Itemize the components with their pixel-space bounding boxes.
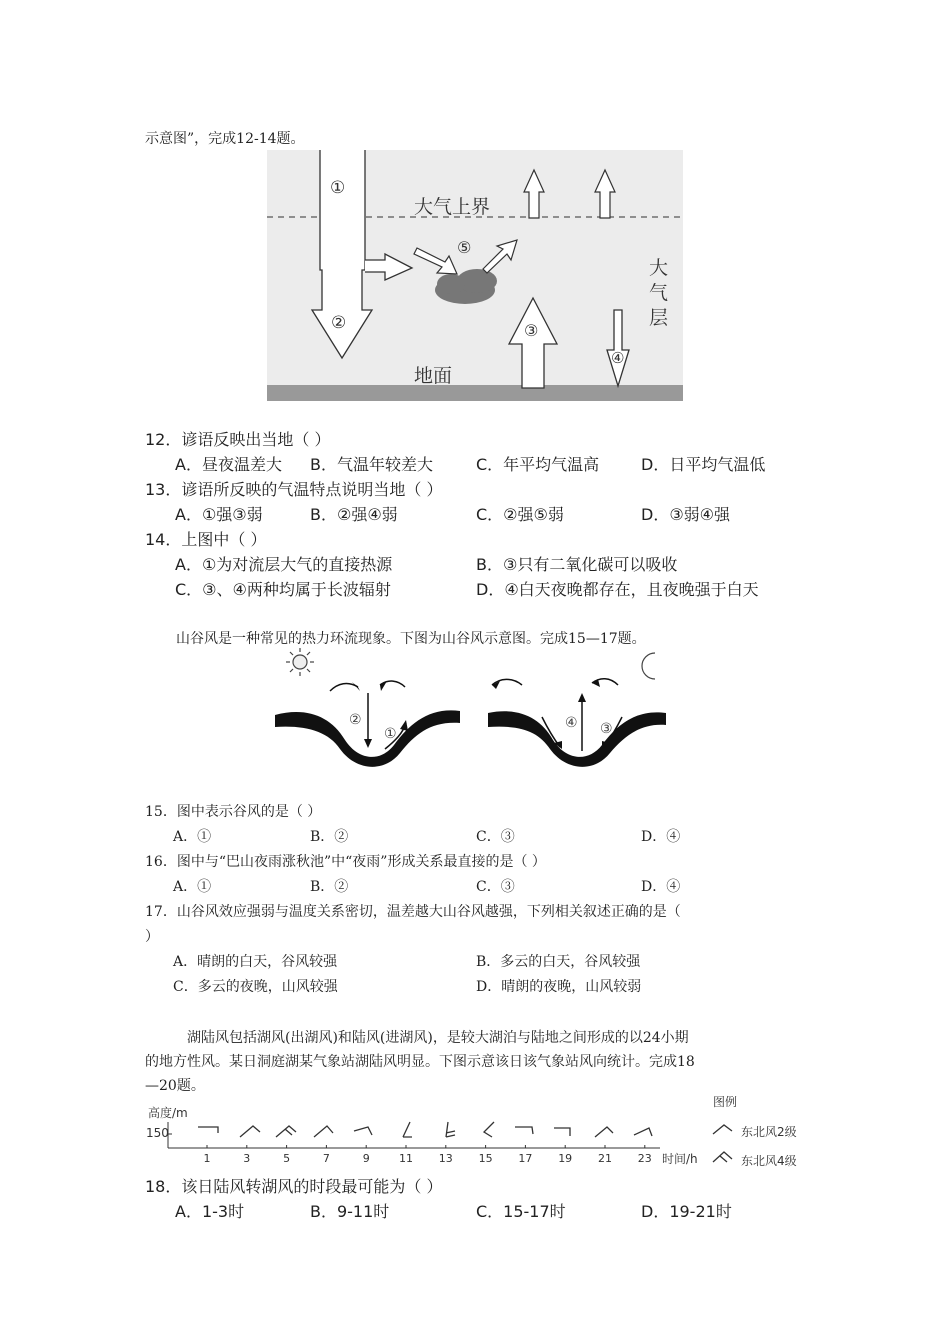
q12-option-c[interactable]: C．年平均气温高 (476, 455, 600, 474)
marker-3-night: ③ (600, 721, 613, 737)
valley-wind-diagram (270, 645, 670, 775)
marker-1-day: ① (384, 726, 397, 742)
tick-label: 1 (203, 1152, 211, 1165)
wind-barb-chart (140, 1090, 820, 1170)
legend-ne4: 东北风4级 (741, 1154, 797, 1168)
atmosphere-label-2: 气 (649, 282, 669, 304)
intro-lake-wind-1: 湖陆风包括湖风(出湖风)和陆风(进湖风)，是较大湖泊与陆地之间形成的以24小期 (187, 1030, 689, 1046)
q15-stem: 15．图中表示谷风的是（ ） (145, 804, 322, 820)
y-value-label: 150 (146, 1126, 169, 1140)
q13-option-b[interactable]: B．②强④弱 (310, 505, 398, 524)
q18-option-d[interactable]: D．19-21时 (641, 1202, 732, 1221)
q17-option-c[interactable]: C．多云的夜晚，山风较强 (173, 979, 338, 995)
ground-label: 地面 (414, 365, 453, 387)
q12-stem: 12．谚语反映出当地（ ） (145, 430, 331, 449)
marker-2: ② (331, 313, 347, 333)
upper-boundary-label: 大气上界 (414, 196, 491, 218)
marker-1: ① (330, 178, 346, 198)
q15-option-b[interactable]: B．② (310, 829, 349, 845)
q12-option-b[interactable]: B．气温年较差大 (310, 455, 433, 474)
q18-option-c[interactable]: C．15-17时 (476, 1202, 566, 1221)
q16-stem: 16．图中与“巴山夜雨涨秋池”中“夜雨”形成关系最直接的是（ ） (145, 854, 546, 870)
marker-4: ④ (611, 349, 625, 367)
q12-option-d[interactable]: D．日平均气温低 (641, 455, 766, 474)
tick-label: 5 (283, 1152, 291, 1165)
marker-4-night: ④ (565, 715, 578, 731)
q14-option-c[interactable]: C．③、④两种均属于长波辐射 (175, 580, 391, 599)
q17-stem-cont: ） (145, 929, 159, 945)
intro-lake-wind-3: —20题。 (145, 1078, 205, 1094)
q15-option-a[interactable]: A．① (173, 829, 212, 845)
q18-option-a[interactable]: A．1-3时 (175, 1202, 245, 1221)
intro-line: 示意图”，完成12-14题。 (145, 131, 305, 147)
x-axis-label: 时间/h (662, 1152, 698, 1166)
q15-option-c[interactable]: C．③ (476, 829, 515, 845)
q13-option-d[interactable]: D．③弱④强 (641, 505, 731, 524)
intro-valley-wind: 山谷风是一种常见的热力环流现象。下图为山谷风示意图。完成15—17题。 (176, 631, 646, 647)
q13-option-c[interactable]: C．②强⑤弱 (476, 505, 564, 524)
q18-stem: 18．该日陆风转湖风的时段最可能为（ ） (145, 1177, 443, 1196)
y-axis-label: 高度/m (148, 1106, 188, 1120)
q13-option-a[interactable]: A．①强③弱 (175, 505, 263, 524)
tick-label: 17 (518, 1152, 533, 1165)
q16-option-a[interactable]: A．① (173, 879, 212, 895)
marker-5: ⑤ (457, 238, 472, 257)
tick-label: 3 (243, 1152, 251, 1165)
tick-label: 19 (558, 1152, 573, 1165)
legend-title: 图例 (713, 1095, 738, 1109)
tick-label: 21 (598, 1152, 612, 1165)
atmosphere-label-3: 层 (649, 307, 669, 329)
legend-ne2: 东北风2级 (741, 1125, 797, 1139)
q17-option-a[interactable]: A．晴朗的白天，谷风较强 (173, 954, 338, 970)
q14-stem: 14．上图中（ ） (145, 530, 267, 549)
q12-option-a[interactable]: A．昼夜温差大 (175, 455, 282, 474)
tick-label: 13 (438, 1152, 453, 1165)
tick-label: 11 (399, 1152, 413, 1165)
atmosphere-heating-diagram (267, 150, 683, 401)
q17-option-d[interactable]: D．晴朗的夜晚，山风较弱 (476, 979, 642, 995)
q16-option-b[interactable]: B．② (310, 879, 349, 895)
tick-label: 23 (637, 1152, 652, 1165)
marker-2-day: ② (349, 712, 362, 728)
intro-lake-wind-2: 的地方性风。某日洞庭湖某气象站湖陆风明显。下图示意该日该气象站风向统计。完成18 (145, 1054, 695, 1070)
q16-option-c[interactable]: C．③ (476, 879, 515, 895)
marker-3: ③ (524, 321, 539, 340)
q14-option-d[interactable]: D．④白天夜晚都存在，且夜晚强于白天 (476, 580, 759, 599)
q13-stem: 13．谚语所反映的气温特点说明当地（ ） (145, 480, 443, 499)
tick-label: 15 (478, 1152, 493, 1165)
tick-label: 9 (362, 1152, 370, 1165)
q17-stem: 17．山谷风效应强弱与温度关系密切，温差越大山谷风越强，下列相关叙述正确的是（ (145, 904, 681, 920)
q14-option-b[interactable]: B．③只有二氧化碳可以吸收 (476, 555, 678, 574)
sun-icon (286, 648, 314, 676)
tick-label: 7 (322, 1152, 330, 1165)
q17-option-b[interactable]: B．多云的白天，谷风较强 (476, 954, 641, 970)
moon-icon (642, 653, 655, 679)
q14-option-a[interactable]: A．①为对流层大气的直接热源 (175, 555, 393, 574)
q16-option-d[interactable]: D．④ (641, 879, 681, 895)
atmosphere-label-1: 大 (649, 257, 669, 279)
q18-option-b[interactable]: B．9-11时 (310, 1202, 390, 1221)
q15-option-d[interactable]: D．④ (641, 829, 681, 845)
